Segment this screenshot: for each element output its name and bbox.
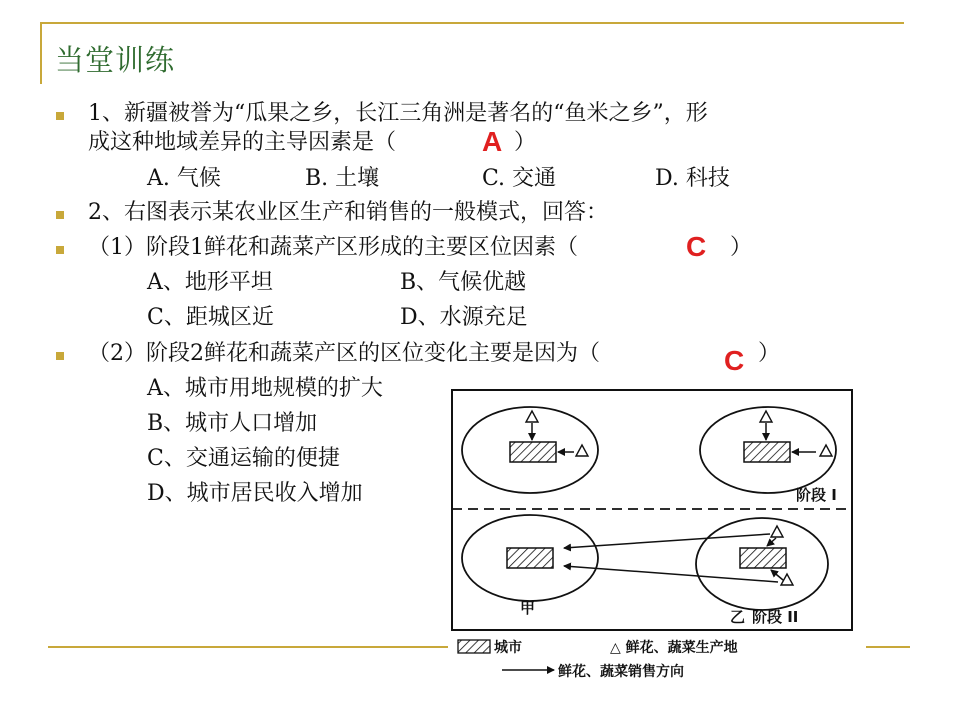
q1-option-b: B. 土壤 xyxy=(305,166,380,191)
q2-sub2-answer: C xyxy=(724,345,745,376)
bullet-q2-sub1 xyxy=(56,246,64,254)
bullet-q2 xyxy=(56,211,64,219)
q1-line2-start: 成这种地域差异的主导因素是（ xyxy=(88,130,397,155)
bottom-rule-right xyxy=(866,646,910,648)
q2-sub1-answer: C xyxy=(686,231,707,262)
slide-title: 当堂训练 xyxy=(55,43,176,77)
q2-sub1-start: （1）阶段1鲜花和蔬菜产区形成的主要区位因素（ xyxy=(88,235,578,260)
q2-sub2-option-d: D、城市居民收入增加 xyxy=(147,481,363,506)
stage2-city-a xyxy=(507,548,553,568)
q2-sub1-option-b: B、气候优越 xyxy=(400,270,527,295)
legend-city-label: 城市 xyxy=(494,640,522,656)
stage1-label: 阶段 I xyxy=(796,486,837,504)
bullet-q2-sub2 xyxy=(56,352,64,360)
top-rule xyxy=(40,22,904,24)
diagram-frame xyxy=(452,390,852,630)
stage1-left-city xyxy=(510,442,556,462)
stage2-city-b xyxy=(740,548,786,568)
q1-option-d: D. 科技 xyxy=(655,166,730,191)
bottom-rule-left xyxy=(48,646,448,648)
q1-option-c: C. 交通 xyxy=(482,166,557,191)
q1-line2-end: ） xyxy=(514,130,537,155)
title-side-rule xyxy=(40,22,42,84)
legend-city-swatch xyxy=(458,640,490,653)
q2-sub1-option-a: A、地形平坦 xyxy=(147,270,273,295)
q2-sub2-start: （2）阶段2鲜花和蔬菜产区的区位变化主要是因为（ xyxy=(88,341,600,366)
bullet-q1 xyxy=(56,112,64,120)
legend-sales-label: 鲜花、蔬菜销售方向 xyxy=(558,664,684,680)
q2-sub2-option-b: B、城市人口增加 xyxy=(147,411,318,436)
q2-stem: 2、右图表示某农业区生产和销售的一般模式，回答： xyxy=(88,200,608,225)
q1-answer: A xyxy=(482,126,503,157)
legend-production-label: △ 鲜花、蔬菜生产地 xyxy=(610,640,738,656)
city-b-label: 乙 xyxy=(730,608,746,626)
q2-sub1-option-d: D、水源充足 xyxy=(400,305,528,330)
q1-line1: 1、新疆被誉为“瓜果之乡，长江三角洲是著名的“鱼米之乡”，形 xyxy=(88,101,708,126)
q2-sub2-end: ） xyxy=(758,341,781,366)
agriculture-model-diagram xyxy=(450,388,862,690)
q2-sub2-option-c: C、交通运输的便捷 xyxy=(147,446,340,471)
q1-option-a: A. 气候 xyxy=(147,166,221,191)
stage1-right-city xyxy=(744,442,790,462)
city-a-label: 甲 xyxy=(520,599,536,617)
stage2-label: 阶段 II xyxy=(752,608,799,626)
q2-sub2-option-a: A、城市用地规模的扩大 xyxy=(147,376,383,401)
q2-sub1-end: ） xyxy=(730,235,753,260)
q2-sub1-option-c: C、距城区近 xyxy=(147,305,274,330)
